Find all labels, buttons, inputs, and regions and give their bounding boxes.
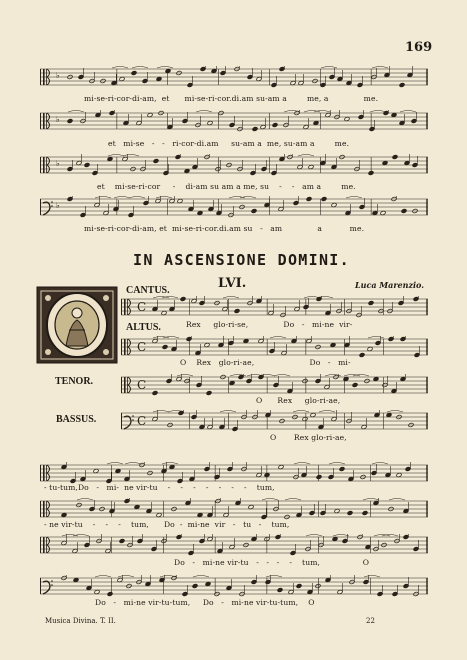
lyrics-line: mi-se-ri-cor-di-am, et mi-se-ri-cor.di.am su - am a me.: [84, 224, 365, 233]
piece-number: LVI.: [218, 276, 247, 291]
svg-text:♭: ♭: [56, 71, 60, 80]
svg-text:♭: ♭: [56, 115, 60, 124]
staff: [40, 196, 428, 218]
decorated-initial-o: [36, 286, 118, 368]
svg-text:♭: ♭: [56, 201, 60, 210]
svg-text:C: C: [137, 340, 147, 354]
lyrics-line: O Rex glo-ri-ae,: [256, 396, 341, 405]
lyrics-line: et mi-se - - ri-cor-di.am su-am a me, su-am a me.: [108, 139, 350, 148]
page-number: 169: [405, 40, 433, 55]
lyrics-line: - tu-tum,Do - mi- ne vir-tu - - - - - - - tum,: [44, 483, 275, 492]
lyrics-line: mi-se-ri-cor-di-am, et mi-se-ri-cor.di.am su-am a me, a me.: [84, 94, 379, 103]
voice-label-cantus: CANTUS.: [126, 285, 170, 296]
svg-text:C: C: [137, 378, 147, 392]
staff: [121, 374, 428, 396]
staff: [40, 110, 428, 132]
staff: [121, 336, 428, 358]
staff: [40, 534, 428, 556]
voice-label-tenor: TENOR.: [55, 376, 94, 387]
footer-publication: Musica Divina. T. II.: [45, 617, 116, 625]
voice-label-bassus: BASSUS.: [56, 414, 97, 425]
staff: [121, 410, 428, 432]
voice-label-altus: ALTUS.: [126, 322, 161, 333]
lyrics-line: - ne vir-tu - - - tum, Do - mi-ne vir - tu - tum,: [44, 520, 290, 529]
svg-text:C: C: [137, 414, 147, 428]
lyrics-line: Do - mi-ne vir-tu-tum, Do - mi-ne vir-tu-tum, O: [95, 598, 315, 607]
staff: [40, 462, 428, 484]
lyrics-line: O Rex glo-ri-ae,: [270, 433, 347, 442]
lyrics-line: O Rex glo-ri-ae, Do - mi-: [180, 358, 351, 367]
staff: [40, 575, 428, 597]
svg-text:♭: ♭: [56, 159, 60, 168]
lyrics-line: Do - mi-ne vir-tu - - - - tum, O: [174, 558, 370, 567]
staff: [121, 296, 428, 318]
composer-name: Luca Marenzio.: [355, 280, 425, 290]
staff: [40, 154, 428, 176]
lyrics-line: Rex glo-ri-se, Do - mi-ne vir-: [186, 320, 353, 329]
staff: [40, 498, 428, 520]
svg-text:C: C: [137, 300, 147, 314]
lyrics-line: et mi-se-ri-cor - di-am su am a me, su - - am a me.: [97, 182, 356, 191]
footer-signature: 22: [366, 617, 375, 625]
staff: [40, 66, 428, 88]
section-title: IN ASCENSIONE DOMINI.: [133, 251, 350, 269]
